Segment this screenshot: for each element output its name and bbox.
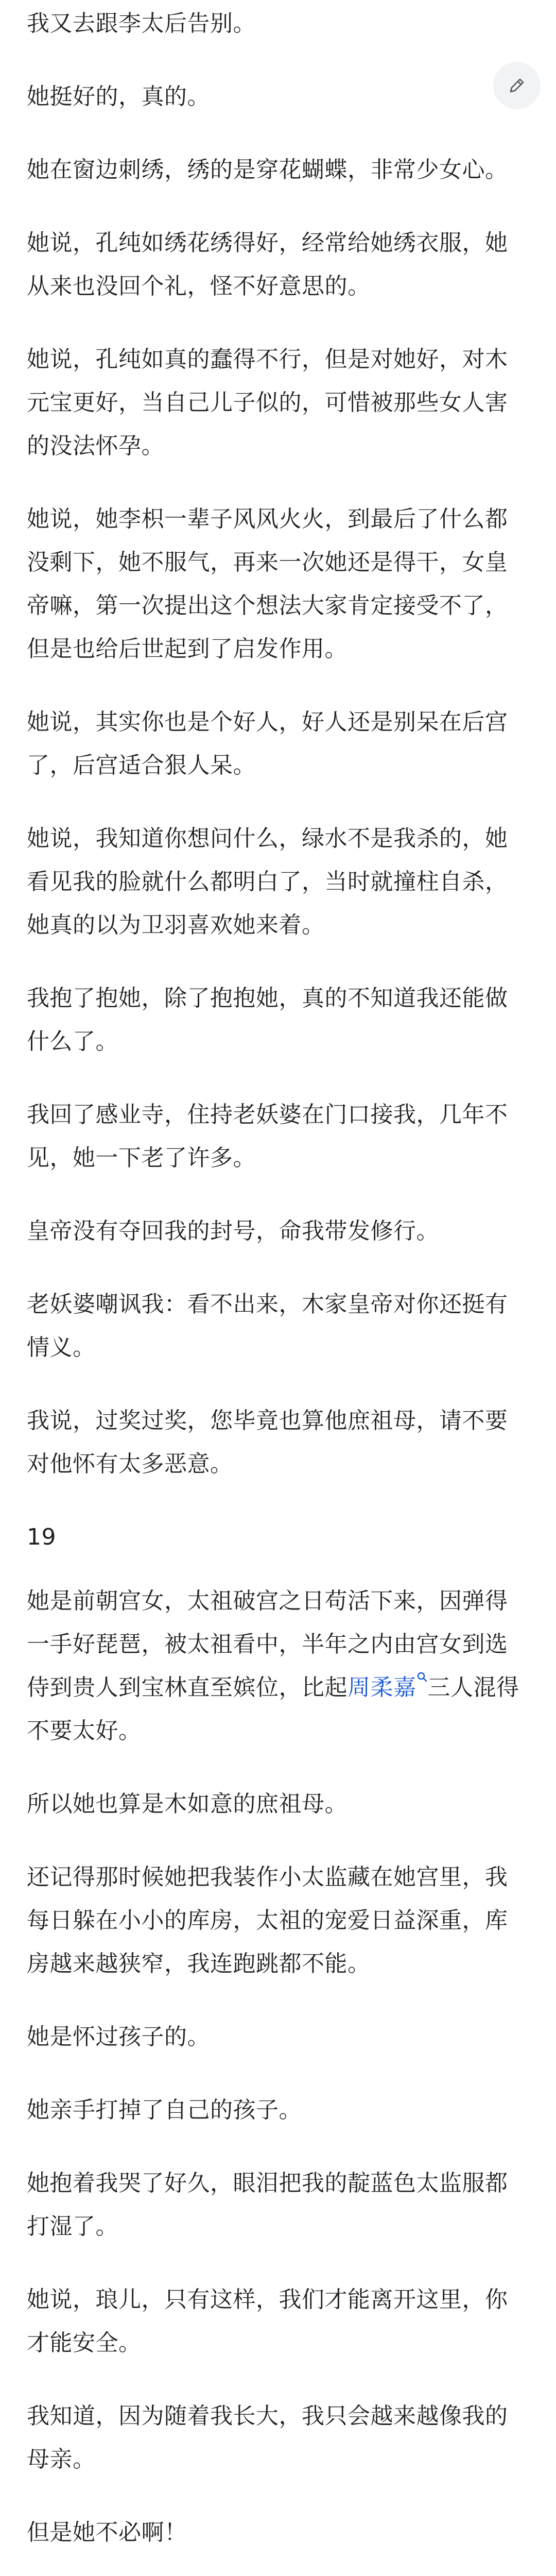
search-link[interactable] xyxy=(348,1674,428,1701)
paragraph-text: 三人混得不要太好。 xyxy=(27,1674,519,1744)
paragraph: 皇帝没有夺回我的封号，命我带发修行。 xyxy=(27,1218,439,1244)
paragraph: 她说，她李枳一辈子风风火火，到最后了什么都没剩下，她不服气，再来一次她还是得干，女皇帝嘛，第一次提出这个想法大家肯定接受不了，但是也给后世起到了启发作用。 xyxy=(27,506,508,662)
paragraph: 她说，其实你也是个好人，好人还是别呆在后宫了，后宫适合狠人呆。 xyxy=(27,709,508,778)
paragraph: 她说，我知道你想问什么，绿水不是我杀的，她看见我的脸就什么都明白了，当时就撞柱自杀，她真的以为卫羽喜欢她来着。 xyxy=(27,825,508,938)
paragraph: 老妖婆嘲讽我：看不出来，木家皇帝对你还挺有情义。 xyxy=(27,1291,508,1361)
paragraph: 她抱着我哭了好久，眼泪把我的靛蓝色太监服都打湿了。 xyxy=(27,2170,508,2240)
section-number: 19 xyxy=(27,1524,56,1550)
paragraph: 她说，孔纯如真的蠢得不行，但是对她好，对木元宝更好，当自己儿子似的，可惜被那些女人害的没法怀孕。 xyxy=(27,346,508,459)
edit-button[interactable] xyxy=(493,62,541,109)
paragraph xyxy=(27,1580,526,1753)
paragraph: 但是她不必啊！ xyxy=(27,2519,187,2546)
search-icon xyxy=(416,1671,428,1683)
paragraph: 我又去跟李太后告别。 xyxy=(27,10,256,37)
paragraph: 她说，琅儿，只有这样，我们才能离开这里，你才能安全。 xyxy=(27,2286,508,2356)
paragraph: 我回了感业寺，住持老妖婆在门口接我，几年不见，她一下老了许多。 xyxy=(27,1101,508,1171)
edit-icon xyxy=(507,75,527,96)
paragraph: 她是怀过孩子的。 xyxy=(27,2024,210,2050)
paragraph: 她亲手打掉了自己的孩子。 xyxy=(27,2097,302,2123)
paragraph: 她挺好的，真的。 xyxy=(27,83,210,110)
article-body xyxy=(27,0,526,2576)
search-link-label: 周柔嘉 xyxy=(348,1674,416,1701)
paragraph: 所以她也算是木如意的庶祖母。 xyxy=(27,1791,348,1817)
paragraph: 我说，过奖过奖，您毕竟也算他庶祖母，请不要对他怀有太多恶意。 xyxy=(27,1408,508,1477)
paragraph: 她说，孔纯如绣花绣得好，经常给她绣衣服，她从来也没回个礼，怪不好意思的。 xyxy=(27,230,508,299)
paragraph: 她在窗边刺绣，绣的是穿花蝴蝶，非常少女心。 xyxy=(27,157,508,183)
paragraph: 我知道，因为随着我长大，我只会越来越像我的母亲。 xyxy=(27,2403,508,2472)
paragraph: 还记得那时候她把我装作小太监藏在她宫里，我每日躲在小小的库房，太祖的宠爱日益深重，库房越来越狭窄，我连跑跳都不能。 xyxy=(27,1864,508,1977)
paragraph: 我抱了抱她，除了抱抱她，真的不知道我还能做什么了。 xyxy=(27,985,508,1055)
paragraph-text: 她是前朝宫女，太祖破宫之日苟活下来，因弹得一手好琵琶，被太祖看中，半年之内由宫女到选侍到贵人到宝林直至嫔位，比起 xyxy=(27,1588,508,1701)
